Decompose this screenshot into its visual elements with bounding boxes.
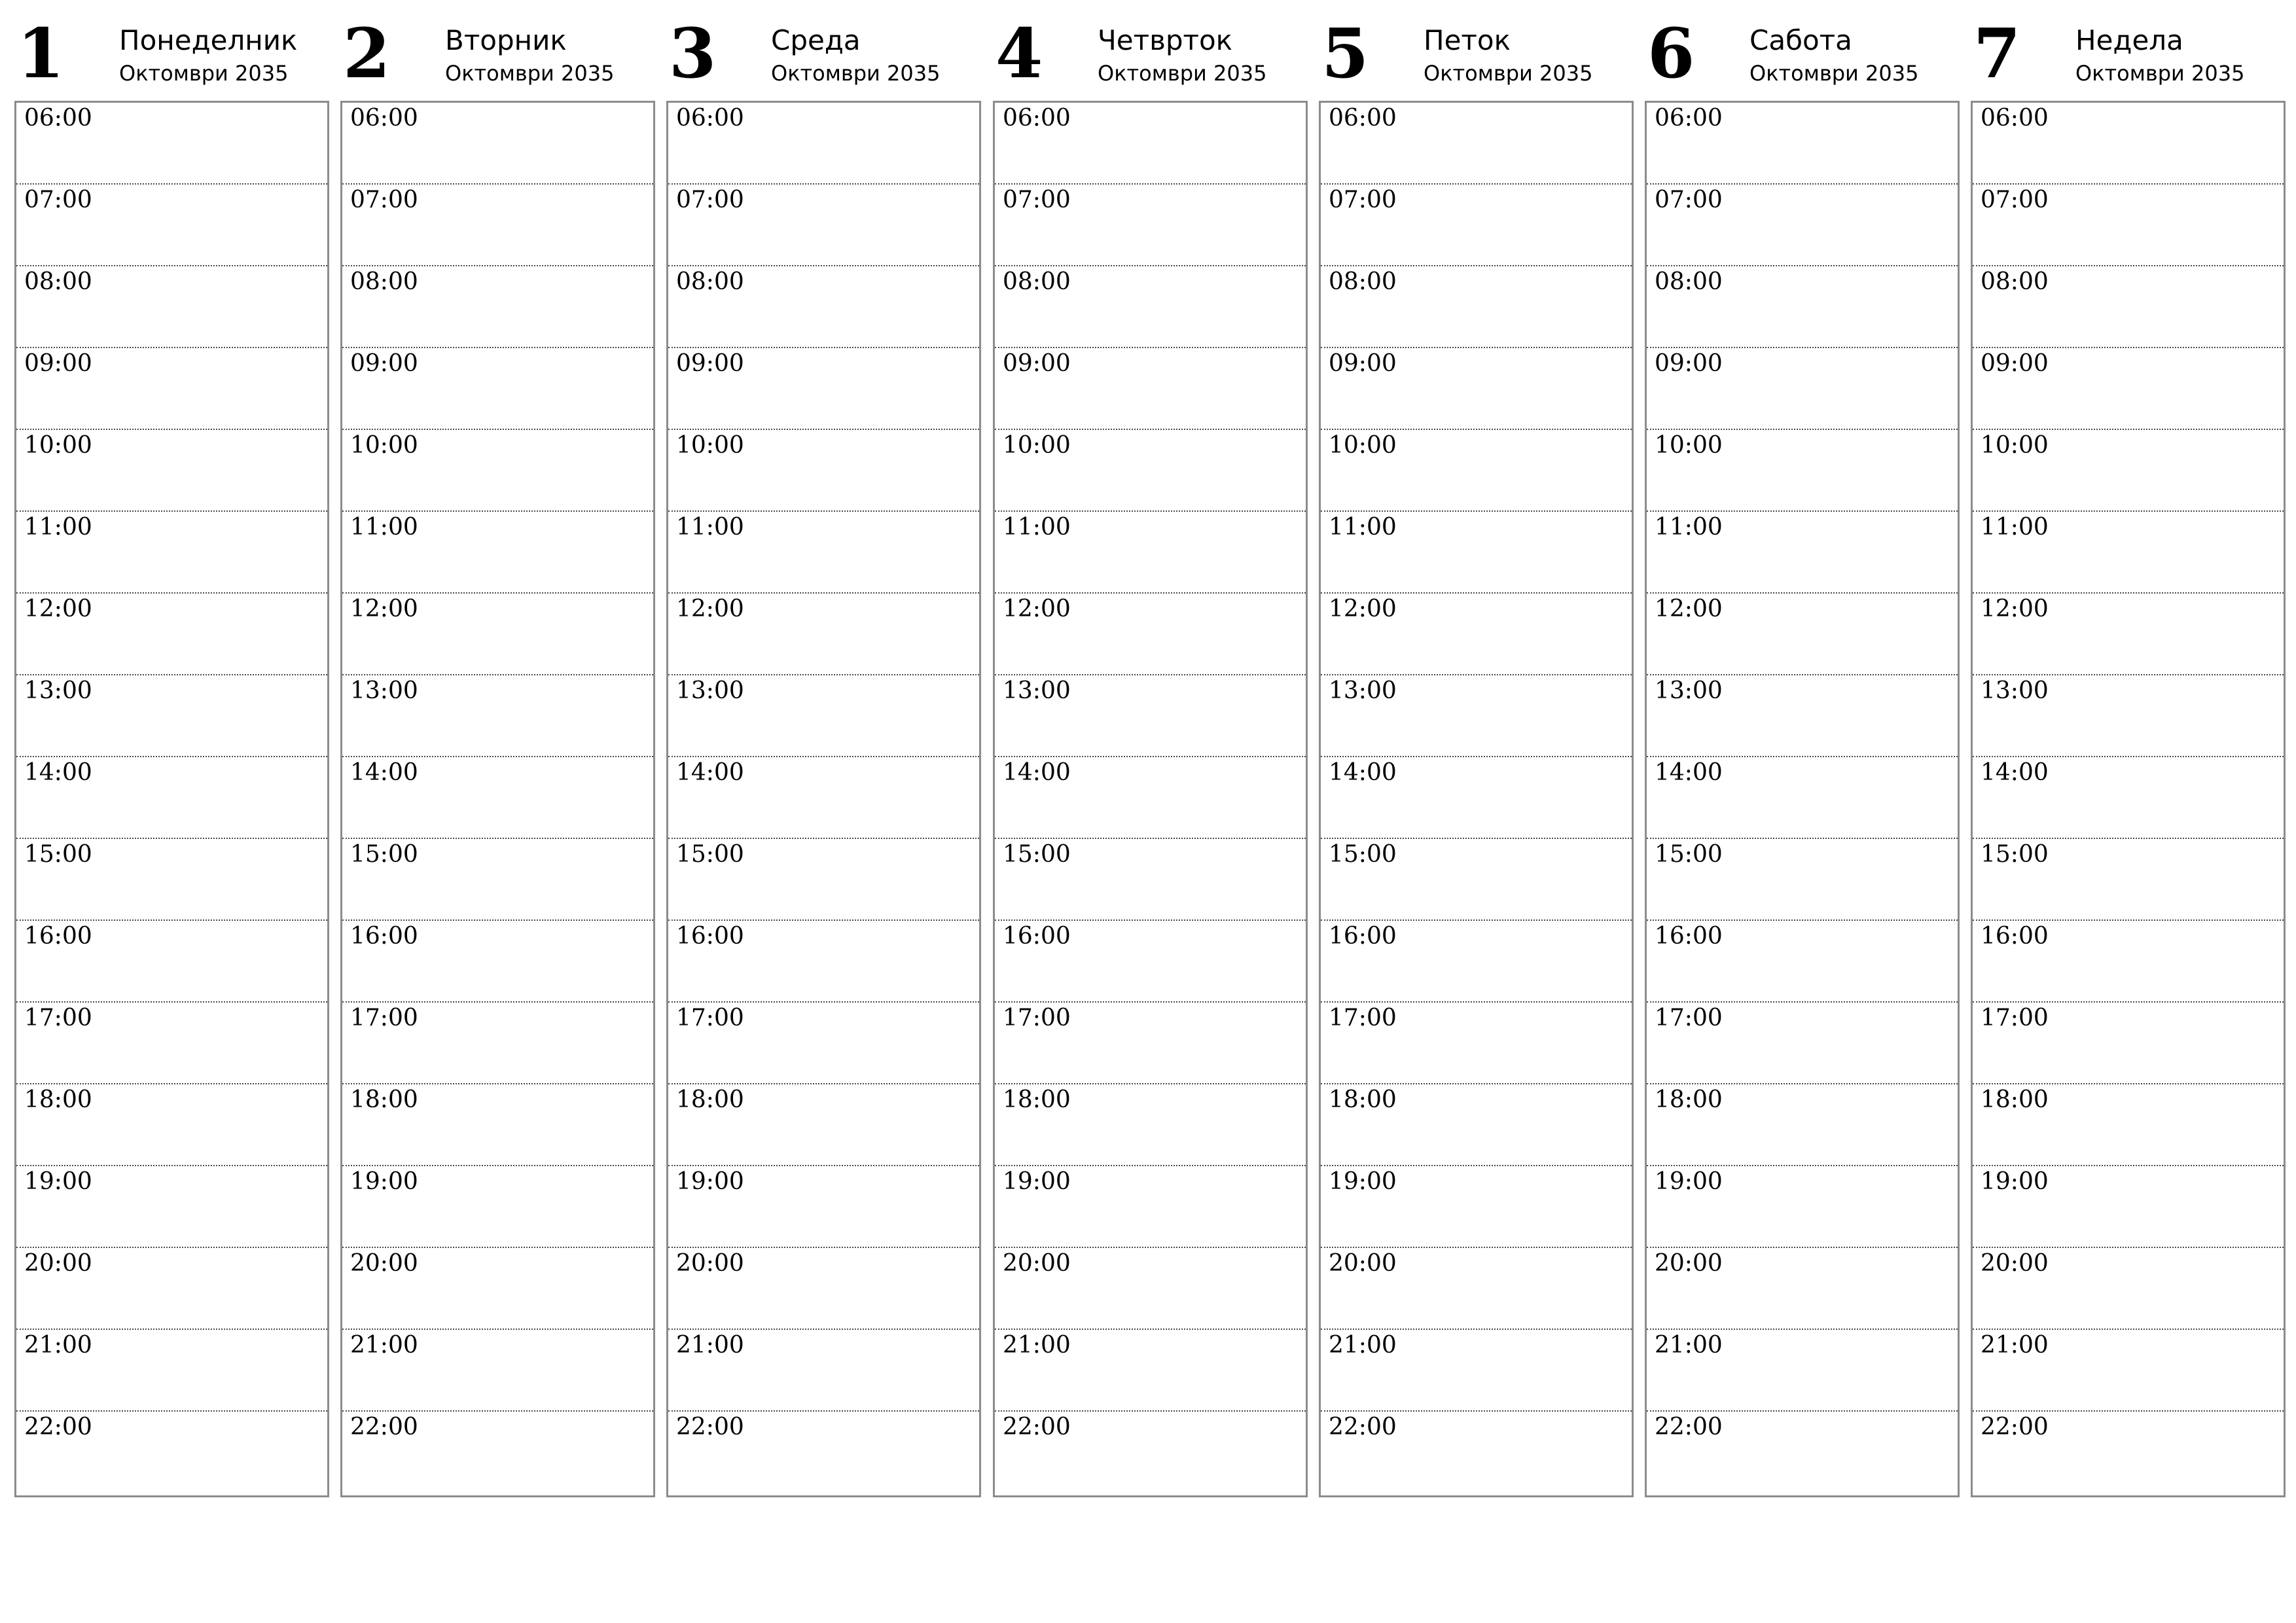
time-slot-label: 18:00	[350, 1086, 418, 1113]
day-column	[666, 0, 980, 1499]
day-number: 3	[669, 13, 717, 94]
time-slot[interactable]	[16, 185, 327, 266]
time-slot-label: 07:00	[1003, 187, 1071, 213]
time-slot[interactable]	[995, 594, 1306, 675]
time-slot[interactable]	[668, 1166, 979, 1248]
time-slot-label: 13:00	[1655, 677, 1723, 704]
time-slot[interactable]	[342, 185, 653, 266]
time-slot[interactable]	[342, 675, 653, 757]
time-slot-label: 21:00	[1329, 1332, 1397, 1359]
time-slot-label: 06:00	[676, 105, 744, 132]
day-header	[14, 0, 328, 98]
day-header	[993, 0, 1306, 98]
time-slot-label: 17:00	[24, 1005, 92, 1031]
day-name: Недела	[2075, 24, 2183, 56]
time-slot-label: 13:00	[1003, 677, 1071, 704]
time-slot[interactable]	[1973, 921, 2284, 1003]
time-slot[interactable]	[668, 185, 979, 266]
time-slot[interactable]	[16, 594, 327, 675]
time-slot[interactable]	[16, 1330, 327, 1412]
time-slot[interactable]	[668, 430, 979, 512]
time-slot[interactable]	[1973, 1166, 2284, 1248]
time-slot-label: 20:00	[676, 1250, 744, 1277]
time-slot[interactable]	[995, 1330, 1306, 1412]
time-slot[interactable]	[342, 921, 653, 1003]
time-slot-label: 17:00	[1329, 1005, 1397, 1031]
time-slot[interactable]	[16, 348, 327, 430]
time-slot[interactable]	[995, 1003, 1306, 1084]
time-slot-label: 19:00	[1003, 1168, 1071, 1195]
day-column	[340, 0, 654, 1499]
day-column	[993, 0, 1306, 1499]
time-slot-label: 18:00	[1655, 1086, 1723, 1113]
time-slot-label: 21:00	[1655, 1332, 1723, 1359]
time-slot-label: 22:00	[1655, 1414, 1723, 1440]
time-slot[interactable]	[668, 1248, 979, 1330]
time-slot-label: 11:00	[676, 514, 744, 541]
time-slot-label: 18:00	[1329, 1086, 1397, 1113]
time-slot-label: 11:00	[350, 514, 418, 541]
time-slot-label: 06:00	[1329, 105, 1397, 132]
time-slot[interactable]	[1321, 1248, 1632, 1330]
time-slot[interactable]	[342, 1166, 653, 1248]
day-month-year: Октомври 2035	[1098, 61, 1267, 86]
time-slot[interactable]	[995, 1412, 1306, 1493]
time-slot[interactable]	[995, 839, 1306, 921]
time-slot-label: 19:00	[1655, 1168, 1723, 1195]
time-slot[interactable]	[1321, 1412, 1632, 1493]
day-month-year: Октомври 2035	[771, 61, 941, 86]
time-slot-label: 22:00	[1329, 1414, 1397, 1440]
time-slot[interactable]	[995, 1248, 1306, 1330]
time-slot-label: 14:00	[24, 759, 92, 786]
time-slot[interactable]	[1321, 348, 1632, 430]
time-slot-label: 15:00	[1655, 841, 1723, 868]
time-slot[interactable]	[668, 1084, 979, 1166]
day-month-year: Октомври 2035	[1424, 61, 1593, 86]
time-slot[interactable]	[342, 594, 653, 675]
time-slot-label: 20:00	[24, 1250, 92, 1277]
time-slot-label: 11:00	[24, 514, 92, 541]
time-slot[interactable]	[995, 921, 1306, 1003]
time-slot[interactable]	[668, 103, 979, 185]
day-header	[1971, 0, 2284, 98]
time-slot-label: 14:00	[1655, 759, 1723, 786]
time-slot-label: 14:00	[1329, 759, 1397, 786]
time-slot-label: 15:00	[676, 841, 744, 868]
time-slot[interactable]	[1647, 266, 1958, 348]
time-slot-label: 17:00	[1981, 1005, 2049, 1031]
time-slot[interactable]	[1321, 1003, 1632, 1084]
time-slot-label: 11:00	[1003, 514, 1071, 541]
time-slot-label: 07:00	[24, 187, 92, 213]
day-column	[1319, 0, 1632, 1499]
time-slot[interactable]	[1973, 1248, 2284, 1330]
day-column	[1971, 0, 2284, 1499]
time-slot[interactable]	[1321, 1084, 1632, 1166]
time-slot-label: 08:00	[1003, 268, 1071, 295]
time-slot[interactable]	[1647, 1330, 1958, 1412]
time-slot[interactable]	[1973, 348, 2284, 430]
time-slot[interactable]	[16, 1166, 327, 1248]
day-schedule-box	[993, 101, 1308, 1497]
time-slot[interactable]	[1321, 185, 1632, 266]
time-slot-label: 22:00	[676, 1414, 744, 1440]
time-slot[interactable]	[16, 675, 327, 757]
time-slot-label: 09:00	[1329, 350, 1397, 377]
time-slot-label: 12:00	[1981, 596, 2049, 622]
time-slot-label: 19:00	[350, 1168, 418, 1195]
day-header	[340, 0, 654, 98]
time-slot[interactable]	[668, 1412, 979, 1493]
time-slot[interactable]	[1973, 1003, 2284, 1084]
time-slot-label: 17:00	[1655, 1005, 1723, 1031]
time-slot-label: 19:00	[1329, 1168, 1397, 1195]
time-slot[interactable]	[668, 921, 979, 1003]
time-slot[interactable]	[1647, 1412, 1958, 1493]
time-slot[interactable]	[16, 1003, 327, 1084]
time-slot[interactable]	[1973, 185, 2284, 266]
time-slot-label: 21:00	[350, 1332, 418, 1359]
day-header	[1645, 0, 1958, 98]
time-slot[interactable]	[995, 757, 1306, 839]
time-slot[interactable]	[668, 839, 979, 921]
time-slot-label: 06:00	[350, 105, 418, 132]
day-schedule-box	[1971, 101, 2286, 1497]
day-schedule-box	[1645, 101, 1960, 1497]
day-schedule-box	[1319, 101, 1634, 1497]
time-slot[interactable]	[1973, 675, 2284, 757]
time-slot-label: 16:00	[350, 923, 418, 950]
time-slot-label: 14:00	[676, 759, 744, 786]
time-slot-label: 07:00	[350, 187, 418, 213]
time-slot[interactable]	[1647, 839, 1958, 921]
time-slot-label: 22:00	[24, 1414, 92, 1440]
time-slot-label: 17:00	[676, 1005, 744, 1031]
time-slot-label: 13:00	[1981, 677, 2049, 704]
time-slot-label: 16:00	[1329, 923, 1397, 950]
time-slot[interactable]	[342, 757, 653, 839]
time-slot-label: 13:00	[676, 677, 744, 704]
time-slot-label: 12:00	[1329, 596, 1397, 622]
time-slot-label: 07:00	[1655, 187, 1723, 213]
day-name: Сабота	[1749, 24, 1852, 56]
time-slot[interactable]	[995, 430, 1306, 512]
time-slot-label: 20:00	[1655, 1250, 1723, 1277]
time-slot[interactable]	[16, 512, 327, 594]
time-slot-label: 19:00	[676, 1168, 744, 1195]
time-slot-label: 12:00	[1003, 596, 1071, 622]
time-slot-label: 06:00	[1981, 105, 2049, 132]
time-slot[interactable]	[342, 1003, 653, 1084]
time-slot-label: 06:00	[1655, 105, 1723, 132]
time-slot[interactable]	[1647, 921, 1958, 1003]
time-slot[interactable]	[16, 1412, 327, 1493]
time-slot-label: 18:00	[24, 1086, 92, 1113]
time-slot-label: 16:00	[676, 923, 744, 950]
time-slot[interactable]	[995, 1084, 1306, 1166]
time-slot[interactable]	[342, 103, 653, 185]
time-slot[interactable]	[16, 1248, 327, 1330]
time-slot-label: 08:00	[350, 268, 418, 295]
day-month-year: Октомври 2035	[1749, 61, 1919, 86]
time-slot-label: 20:00	[350, 1250, 418, 1277]
time-slot[interactable]	[1321, 512, 1632, 594]
time-slot[interactable]	[1973, 103, 2284, 185]
time-slot-label: 20:00	[1981, 1250, 2049, 1277]
time-slot[interactable]	[995, 185, 1306, 266]
time-slot-label: 07:00	[676, 187, 744, 213]
time-slot[interactable]	[342, 348, 653, 430]
day-schedule-box	[14, 101, 329, 1497]
time-slot[interactable]	[1321, 839, 1632, 921]
time-slot-label: 10:00	[350, 432, 418, 459]
time-slot[interactable]	[1973, 839, 2284, 921]
day-month-year: Октомври 2035	[445, 61, 615, 86]
time-slot-label: 07:00	[1329, 187, 1397, 213]
time-slot-label: 12:00	[350, 596, 418, 622]
time-slot-label: 10:00	[1003, 432, 1071, 459]
time-slot-label: 18:00	[1003, 1086, 1071, 1113]
time-slot-label: 21:00	[1981, 1332, 2049, 1359]
time-slot[interactable]	[1647, 1248, 1958, 1330]
time-slot-label: 15:00	[1981, 841, 2049, 868]
day-number: 4	[996, 13, 1043, 94]
time-slot[interactable]	[668, 1003, 979, 1084]
time-slot-label: 12:00	[676, 596, 744, 622]
time-slot[interactable]	[668, 266, 979, 348]
time-slot[interactable]	[995, 1166, 1306, 1248]
time-slot[interactable]	[1647, 185, 1958, 266]
time-slot[interactable]	[995, 512, 1306, 594]
day-month-year: Октомври 2035	[2075, 61, 2245, 86]
time-slot-label: 15:00	[350, 841, 418, 868]
time-slot[interactable]	[1321, 675, 1632, 757]
time-slot-label: 20:00	[1329, 1250, 1397, 1277]
time-slot[interactable]	[1647, 1084, 1958, 1166]
time-slot-label: 14:00	[350, 759, 418, 786]
time-slot-label: 13:00	[350, 677, 418, 704]
time-slot[interactable]	[995, 103, 1306, 185]
time-slot-label: 18:00	[676, 1086, 744, 1113]
time-slot-label: 22:00	[1003, 1414, 1071, 1440]
day-header	[666, 0, 980, 98]
time-slot[interactable]	[16, 757, 327, 839]
time-slot-label: 08:00	[1329, 268, 1397, 295]
time-slot[interactable]	[1647, 675, 1958, 757]
time-slot-label: 15:00	[1003, 841, 1071, 868]
time-slot-label: 09:00	[1003, 350, 1071, 377]
time-slot[interactable]	[668, 512, 979, 594]
time-slot[interactable]	[1647, 1166, 1958, 1248]
time-slot[interactable]	[342, 430, 653, 512]
time-slot[interactable]	[342, 1412, 653, 1493]
time-slot-label: 09:00	[350, 350, 418, 377]
time-slot-label: 22:00	[1981, 1414, 2049, 1440]
time-slot[interactable]	[342, 266, 653, 348]
time-slot-label: 13:00	[24, 677, 92, 704]
time-slot[interactable]	[342, 839, 653, 921]
time-slot-label: 08:00	[1655, 268, 1723, 295]
time-slot-label: 11:00	[1655, 514, 1723, 541]
time-slot[interactable]	[342, 512, 653, 594]
time-slot[interactable]	[16, 839, 327, 921]
time-slot-label: 14:00	[1981, 759, 2049, 786]
time-slot-label: 06:00	[24, 105, 92, 132]
day-name: Петок	[1424, 24, 1511, 56]
day-month-year: Октомври 2035	[119, 61, 289, 86]
time-slot-label: 21:00	[676, 1332, 744, 1359]
time-slot-label: 13:00	[1329, 677, 1397, 704]
day-name: Четврток	[1098, 24, 1233, 56]
time-slot[interactable]	[995, 675, 1306, 757]
time-slot[interactable]	[1321, 1166, 1632, 1248]
day-schedule-box	[340, 101, 655, 1497]
time-slot-label: 20:00	[1003, 1250, 1071, 1277]
time-slot[interactable]	[1973, 757, 2284, 839]
time-slot[interactable]	[1647, 757, 1958, 839]
time-slot-label: 21:00	[1003, 1332, 1071, 1359]
time-slot[interactable]	[1973, 1412, 2284, 1493]
day-name: Понеделник	[119, 24, 298, 56]
time-slot[interactable]	[1321, 103, 1632, 185]
time-slot-label: 15:00	[1329, 841, 1397, 868]
time-slot-label: 10:00	[676, 432, 744, 459]
time-slot[interactable]	[1647, 348, 1958, 430]
day-column	[14, 0, 328, 1499]
time-slot-label: 12:00	[24, 596, 92, 622]
time-slot-label: 18:00	[1981, 1086, 2049, 1113]
time-slot[interactable]	[342, 1248, 653, 1330]
time-slot-label: 09:00	[24, 350, 92, 377]
time-slot-label: 22:00	[350, 1414, 418, 1440]
time-slot[interactable]	[16, 1084, 327, 1166]
time-slot[interactable]	[668, 757, 979, 839]
time-slot-label: 17:00	[350, 1005, 418, 1031]
time-slot-label: 08:00	[676, 268, 744, 295]
time-slot-label: 07:00	[1981, 187, 2049, 213]
day-column	[1645, 0, 1958, 1499]
time-slot[interactable]	[1647, 1003, 1958, 1084]
time-slot-label: 09:00	[1981, 350, 2049, 377]
time-slot-label: 11:00	[1329, 514, 1397, 541]
time-slot-label: 10:00	[1981, 432, 2049, 459]
time-slot-label: 08:00	[1981, 268, 2049, 295]
time-slot[interactable]	[1647, 594, 1958, 675]
day-name: Среда	[771, 24, 861, 56]
time-slot[interactable]	[1647, 512, 1958, 594]
time-slot-label: 10:00	[24, 432, 92, 459]
day-header	[1319, 0, 1632, 98]
time-slot-label: 09:00	[676, 350, 744, 377]
time-slot[interactable]	[1973, 1084, 2284, 1166]
time-slot[interactable]	[668, 1330, 979, 1412]
time-slot[interactable]	[1647, 103, 1958, 185]
time-slot[interactable]	[1321, 757, 1632, 839]
time-slot[interactable]	[16, 430, 327, 512]
time-slot[interactable]	[995, 348, 1306, 430]
time-slot[interactable]	[668, 348, 979, 430]
time-slot[interactable]	[668, 594, 979, 675]
time-slot-label: 10:00	[1655, 432, 1723, 459]
time-slot[interactable]	[1321, 594, 1632, 675]
day-number: 1	[17, 13, 65, 94]
time-slot-label: 11:00	[1981, 514, 2049, 541]
time-slot-label: 16:00	[1655, 923, 1723, 950]
time-slot[interactable]	[1321, 430, 1632, 512]
time-slot[interactable]	[342, 1084, 653, 1166]
time-slot-label: 16:00	[1003, 923, 1071, 950]
time-slot-label: 19:00	[24, 1168, 92, 1195]
time-slot-label: 10:00	[1329, 432, 1397, 459]
time-slot-label: 17:00	[1003, 1005, 1071, 1031]
time-slot-label: 15:00	[24, 841, 92, 868]
time-slot-label: 12:00	[1655, 596, 1723, 622]
time-slot[interactable]	[1321, 921, 1632, 1003]
time-slot[interactable]	[1973, 430, 2284, 512]
day-schedule-box	[666, 101, 981, 1497]
time-slot[interactable]	[1321, 1330, 1632, 1412]
time-slot[interactable]	[1973, 266, 2284, 348]
time-slot[interactable]	[342, 1330, 653, 1412]
time-slot-label: 14:00	[1003, 759, 1071, 786]
time-slot[interactable]	[16, 921, 327, 1003]
time-slot-label: 19:00	[1981, 1168, 2049, 1195]
day-number: 5	[1321, 13, 1369, 94]
time-slot[interactable]	[668, 675, 979, 757]
time-slot-label: 06:00	[1003, 105, 1071, 132]
time-slot-label: 21:00	[24, 1332, 92, 1359]
time-slot[interactable]	[995, 266, 1306, 348]
time-slot[interactable]	[16, 103, 327, 185]
time-slot[interactable]	[1647, 430, 1958, 512]
time-slot[interactable]	[1321, 266, 1632, 348]
time-slot-label: 16:00	[24, 923, 92, 950]
day-name: Вторник	[445, 24, 567, 56]
time-slot-label: 09:00	[1655, 350, 1723, 377]
time-slot[interactable]	[16, 266, 327, 348]
time-slot-label: 16:00	[1981, 923, 2049, 950]
day-number: 2	[343, 13, 391, 94]
day-number: 6	[1647, 13, 1695, 94]
time-slot-label: 08:00	[24, 268, 92, 295]
day-number: 7	[1973, 13, 2021, 94]
time-slot[interactable]	[1973, 512, 2284, 594]
time-slot[interactable]	[1973, 1330, 2284, 1412]
time-slot[interactable]	[1973, 594, 2284, 675]
